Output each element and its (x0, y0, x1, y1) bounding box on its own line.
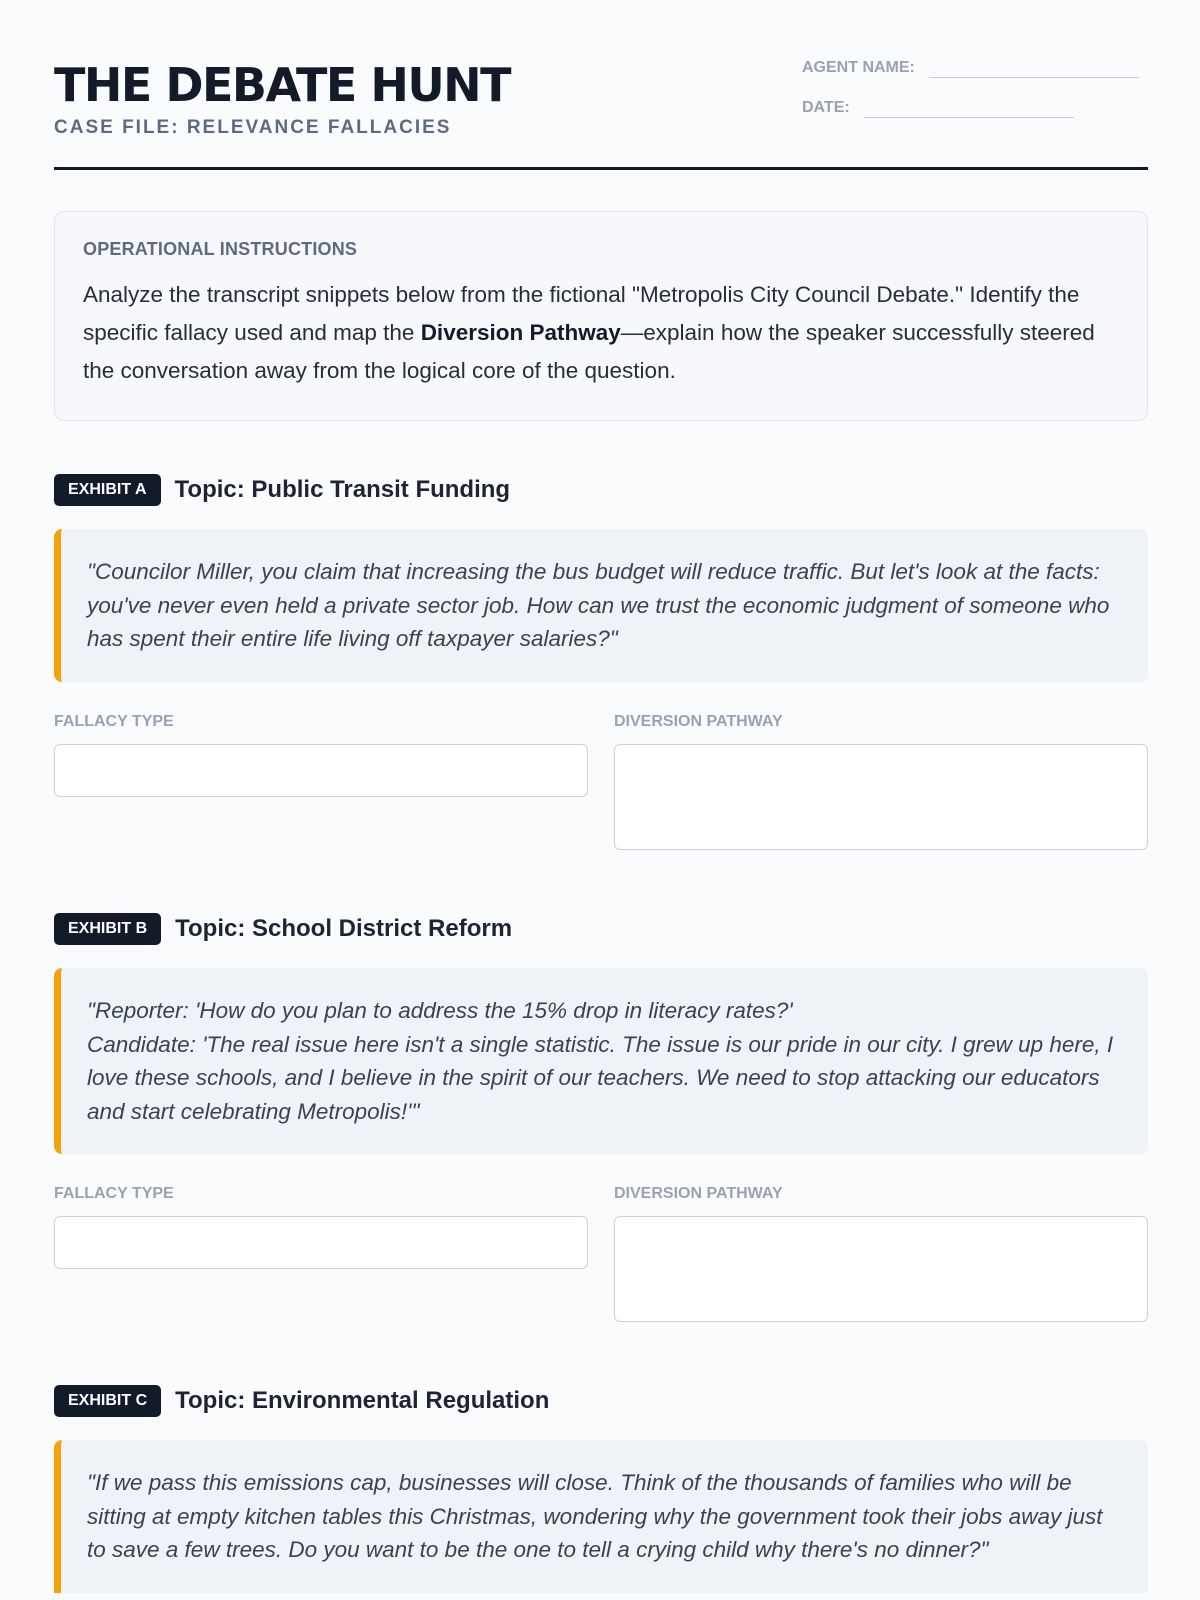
exhibit-topic: Topic: School District Reform (175, 915, 513, 942)
instructions-title: OPERATIONAL INSTRUCTIONS (83, 239, 358, 259)
fallacy-type-input[interactable] (54, 1216, 588, 1269)
exhibit-header (54, 1384, 1148, 1418)
instructions-panel (54, 211, 1148, 421)
diversion-pathway-input[interactable] (614, 1216, 1148, 1322)
agent-name-field[interactable] (929, 64, 1139, 78)
diversion-pathway-field (614, 712, 1148, 850)
page-subtitle: CASE FILE: RELEVANCE FALLACIES (54, 117, 452, 138)
exhibit-c (54, 1384, 1148, 1593)
fallacy-type-label: FALLACY TYPE (54, 712, 174, 730)
worksheet-page (54, 0, 1148, 1600)
diversion-pathway-label: DIVERSION PATHWAY (614, 712, 783, 730)
instructions-emphasis: Diversion Pathway (420, 320, 621, 345)
transcript-quote: "Councilor Miller, you claim that increasing the bus budget will reduce traffic. But let's look at the facts: you've never even held a private sector job. How can we trust the economic judgment of someone who has spent their entire life living off taxpayer salaries?" (54, 529, 1148, 682)
exhibit-header (54, 912, 1148, 946)
date-label: DATE: (802, 99, 850, 116)
instructions-text-before: Analyze the transcript snippets below from the fictional "Metropolis City Council Debate." Identify the specific fallacy used and map the (83, 282, 1080, 345)
fallacy-type-input[interactable] (54, 744, 588, 797)
instructions-text-after: —explain how the speaker successfully steered the conversation away from the logical core of the question. (83, 320, 1095, 383)
header (54, 58, 1148, 170)
exhibit-badge: EXHIBIT C (54, 1385, 161, 1417)
exhibit-a (54, 473, 1148, 850)
page-title: THE DEBATE HUNT (54, 58, 511, 112)
transcript-quote: "If we pass this emissions cap, businesses will close. Think of the thousands of families who will be sitting at empty kitchen tables this Christmas, wondering why the government took their jobs away just to save a few trees. Do you want to be the one to tell a crying child why there's no dinner?" (54, 1440, 1148, 1593)
exhibit-badge: EXHIBIT A (54, 474, 161, 506)
diversion-pathway-input[interactable] (614, 744, 1148, 850)
answer-fields (54, 712, 1148, 850)
exhibit-b (54, 912, 1148, 1322)
fallacy-type-field (54, 712, 588, 850)
exhibit-badge: EXHIBIT B (54, 913, 161, 945)
diversion-pathway-label: DIVERSION PATHWAY (614, 1185, 783, 1202)
exhibit-topic: Topic: Environmental Regulation (175, 1387, 550, 1414)
fallacy-type-field (54, 1184, 588, 1322)
agent-name-label: AGENT NAME: (802, 59, 915, 76)
exhibit-topic: Topic: Public Transit Funding (174, 476, 511, 503)
date-field[interactable] (864, 104, 1074, 118)
exhibit-header (54, 473, 1148, 507)
fallacy-type-label: FALLACY TYPE (54, 1185, 174, 1202)
answer-fields (54, 1184, 1148, 1322)
date-row (802, 98, 1074, 118)
agent-name-row (802, 58, 1139, 78)
instructions-text (83, 276, 1119, 390)
diversion-pathway-field (614, 1184, 1148, 1322)
transcript-quote: "Reporter: 'How do you plan to address the 15% drop in literacy rates?' Candidate: 'The real issue here isn't a single statistic. The issue is our pride in our city. I grew up here, I love these schools, and I believe in the spirit of our teachers. We need to stop attacking our educators and start celebrating Metropolis!'" (54, 968, 1148, 1154)
